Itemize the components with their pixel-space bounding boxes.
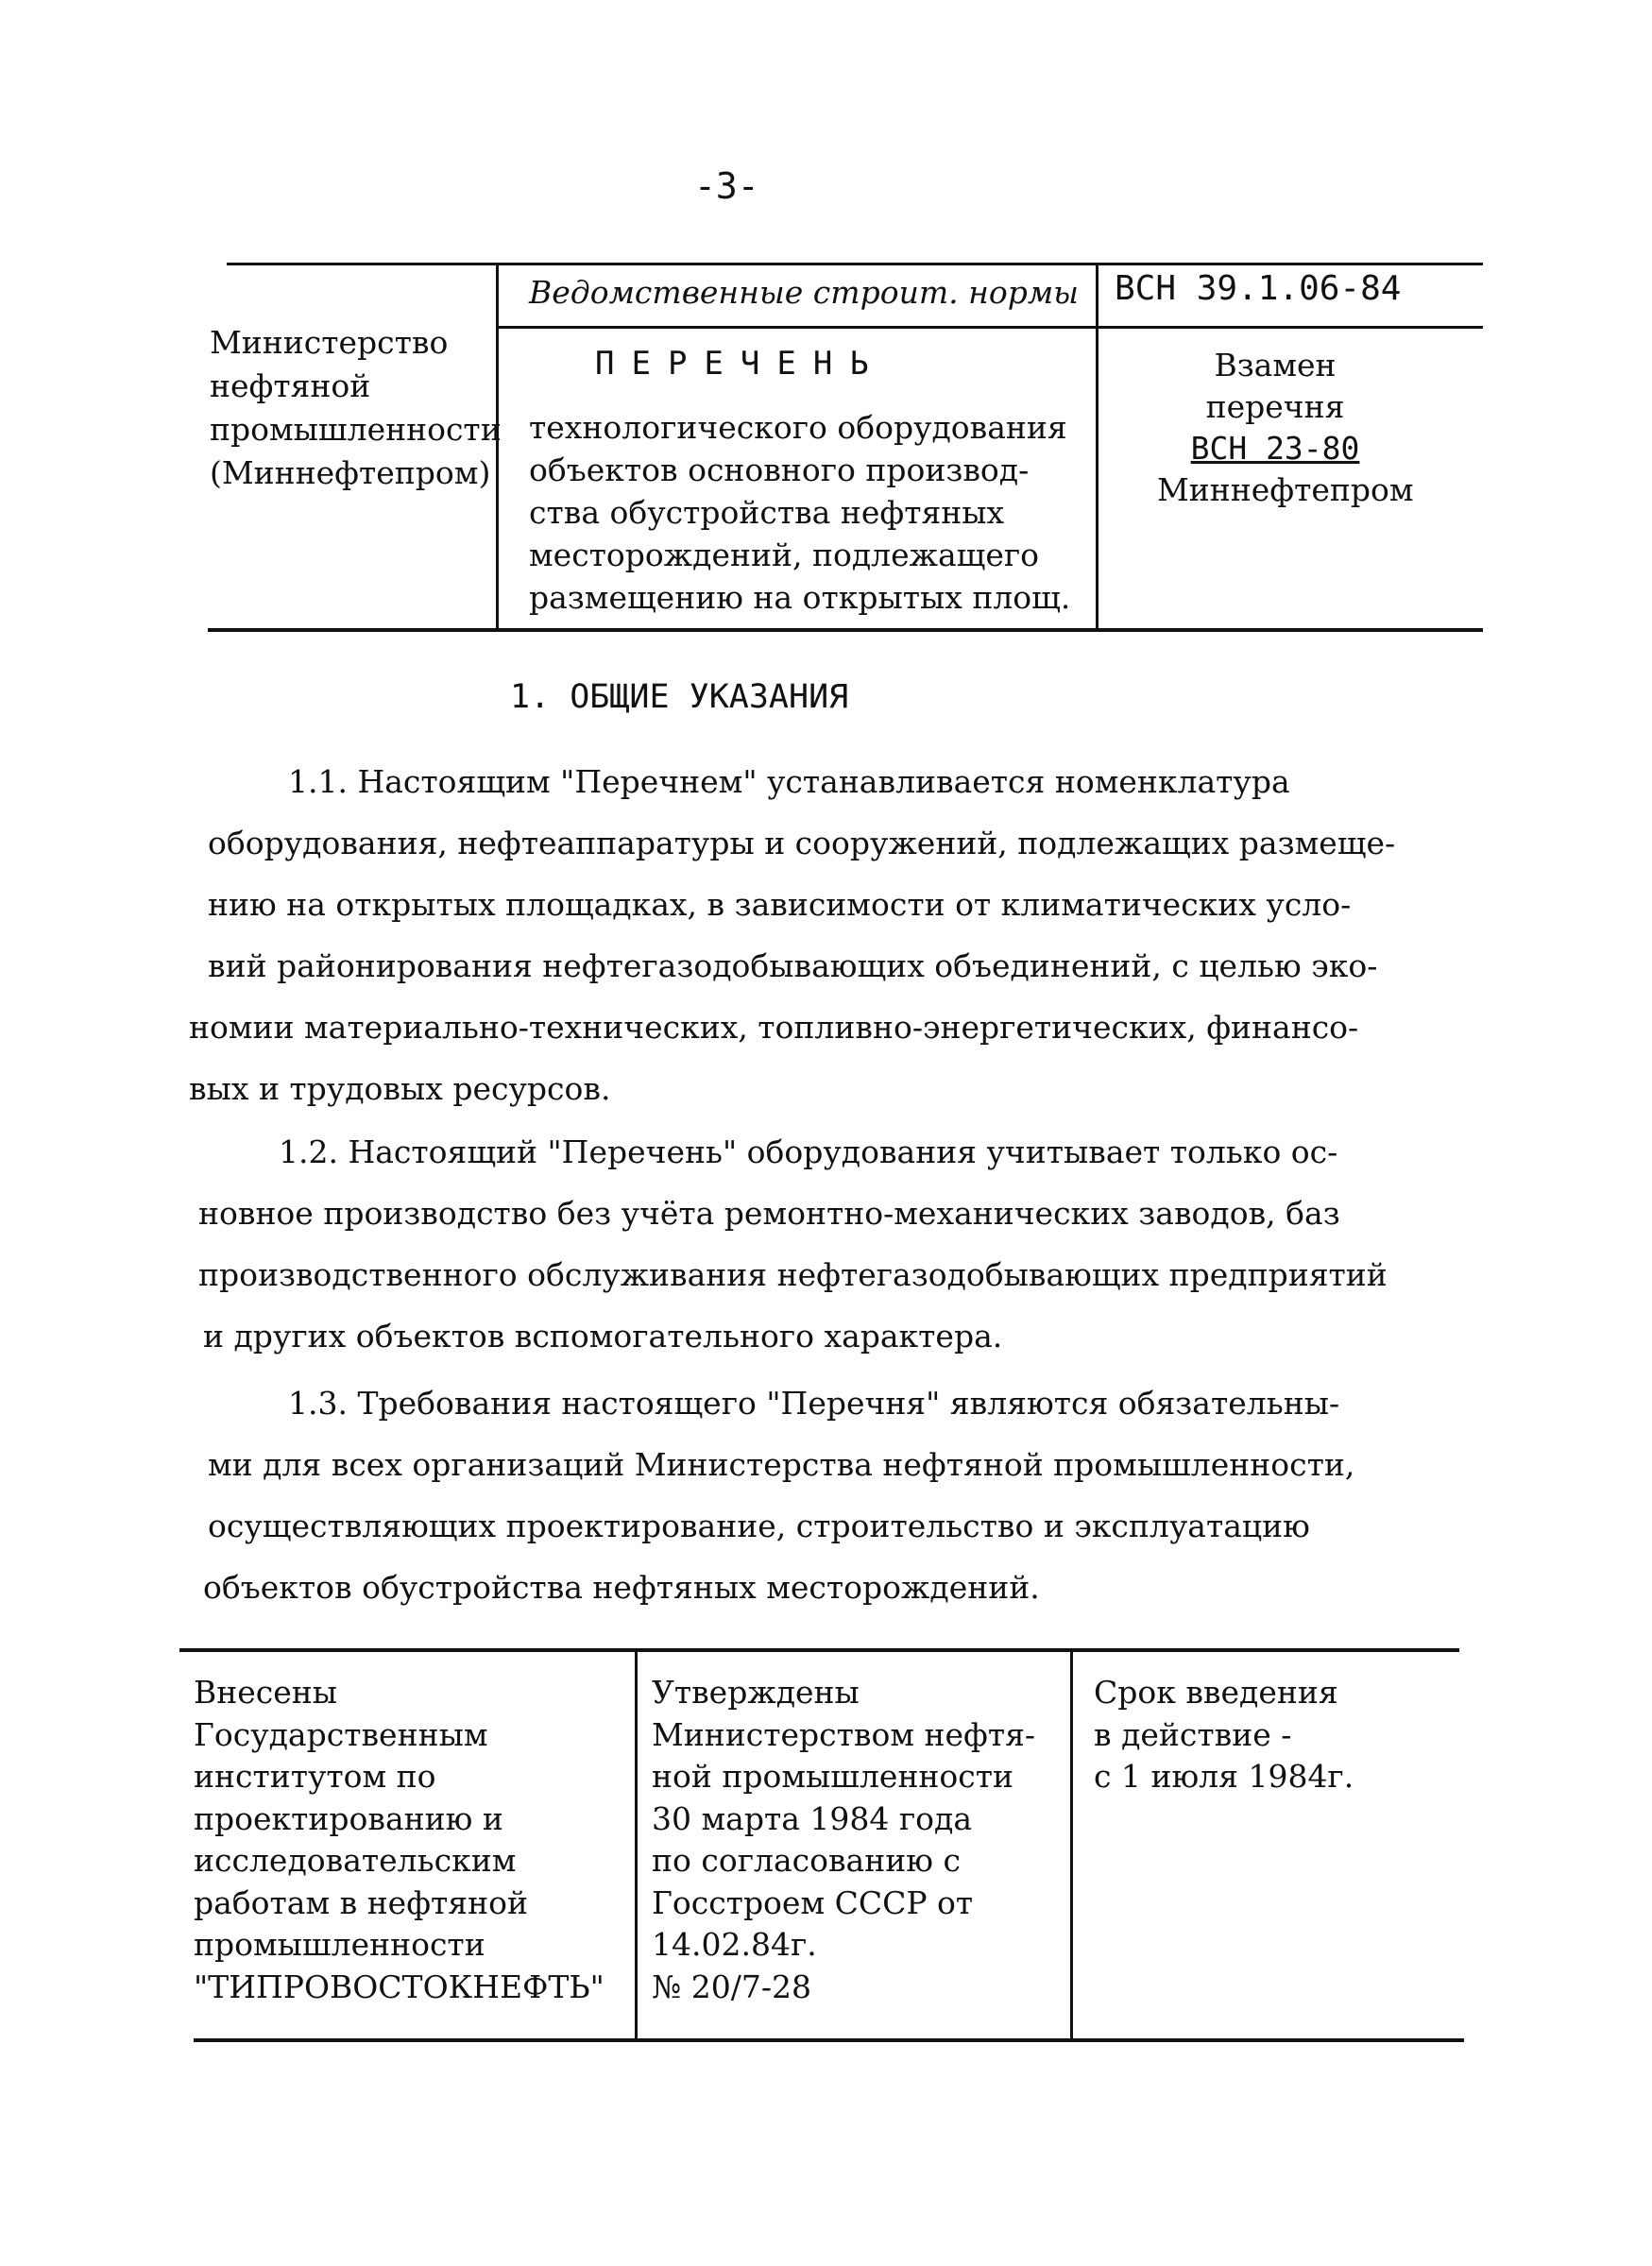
subtitle-line: технологического оборудования [529,409,1067,446]
approved-by-block [652,1672,1035,2008]
approved-line: ной промышленности [652,1758,1014,1795]
paragraph-line: новное производство без учёта ремонтно-механических заводов, баз [198,1195,1340,1232]
submitted-by-block [194,1672,605,2008]
replaces-label: Взамен [1214,347,1337,383]
paragraph-line: и других объектов вспомогательного характера. [203,1318,1003,1354]
paragraph-line: номии материально-технических, топливно-энергетических, финансо- [189,1009,1359,1046]
header-top-rule [227,263,1483,265]
document-subtitle [529,406,1070,619]
ministry-line: промышленности [210,411,502,448]
paragraph-line: объектов обустройства нефтяных месторождений. [203,1569,1040,1606]
submitted-line: Государственным [194,1715,488,1753]
paragraph-line: вых и трудовых ресурсов. [189,1070,611,1107]
approved-line: Утверждены [652,1674,860,1711]
paragraph-line: ми для всех организаций Министерства нефтяной промышленности, [208,1446,1355,1483]
ministry-line: (Миннефтепром) [210,454,491,491]
paragraph-line: производственного обслуживания нефтегазодобывающих предприятий [198,1256,1388,1293]
paragraph-line: 1.3. Требования настоящего "Перечня" являются обязательны- [288,1385,1340,1422]
page-number: -3- [694,165,759,207]
effective-line: в действие - [1094,1715,1292,1753]
replaces-label-2: перечня [1205,388,1345,425]
submitted-line: проектированию и [194,1799,503,1837]
submitted-line: промышленности [194,1926,485,1963]
document-title: ПЕРЕЧЕНЬ [595,345,886,383]
submitted-line: работам в нефтяной [194,1883,528,1921]
approved-line: по согласованию с [652,1842,961,1879]
footer-bottom-rule [194,2038,1464,2042]
effective-line: с 1 июля 1984г. [1094,1758,1354,1795]
paragraph-line: оборудования, нефтеаппаратуры и сооружений, подлежащих размеще- [208,825,1396,861]
ministry-line: Министерство [210,324,449,361]
section-title: 1. ОБЩИЕ УКАЗАНИЯ [510,678,849,716]
subtitle-line: месторождений, подлежащего [529,537,1040,573]
subtitle-line: размещению на открытых площ. [529,579,1071,616]
approved-line: 30 марта 1984 года [652,1799,972,1837]
paragraph-line: нию на открытых площадках, в зависимости от климатических усло- [208,886,1352,923]
submitted-line: "ТИПРОВОСТОКНЕФТЬ" [194,1968,605,2005]
approved-line: № 20/7-28 [652,1968,811,2005]
paragraph-line: 1.1. Настоящим "Перечнем" устанавливается номенклатура [288,763,1290,800]
submitted-line: Внесены [194,1674,338,1711]
subtitle-line: объектов основного производ- [529,451,1030,488]
submitted-line: институтом по [194,1758,436,1795]
subtitle-line: ства обустройства нефтяных [529,494,1005,531]
header-divider-right [1096,263,1098,631]
approved-line: 14.02.84г. [652,1926,817,1963]
document-code: ВСН 39.1.06-84 [1115,269,1402,308]
footer-divider-left [635,1648,638,2040]
norms-label: Ведомственные строит. нормы [529,274,1080,311]
ministry-line: нефтяной [210,367,371,404]
replaced-code: ВСН 23-80 [1190,430,1360,467]
paragraph-1-3 [189,1372,1436,1618]
replaces-block [1157,345,1414,511]
paragraph-line: 1.2. Настоящий "Перечень" оборудования учитывает только ос- [279,1133,1338,1170]
ministry-block [210,321,502,495]
header-bottom-rule [208,628,1483,632]
paragraph-line: осуществляющих проектирование, строительство и эксплуатацию [208,1508,1310,1544]
paragraph-line: вий районирования нефтегазодобывающих объединений, с целью эко- [208,947,1378,984]
approved-line: Министерством нефтя- [652,1715,1036,1753]
effective-line: Срок введения [1094,1674,1338,1711]
header-mid-rule [496,326,1483,329]
paragraph-1-1 [189,751,1436,1119]
paragraph-1-2 [189,1121,1436,1367]
replaced-org: Миннефтепром [1157,471,1414,508]
footer-divider-right [1070,1648,1073,2040]
submitted-line: исследовательским [194,1842,517,1879]
effective-date-block [1094,1672,1354,1798]
approved-line: Госстроем СССР от [652,1883,974,1921]
footer-top-rule [179,1648,1459,1652]
